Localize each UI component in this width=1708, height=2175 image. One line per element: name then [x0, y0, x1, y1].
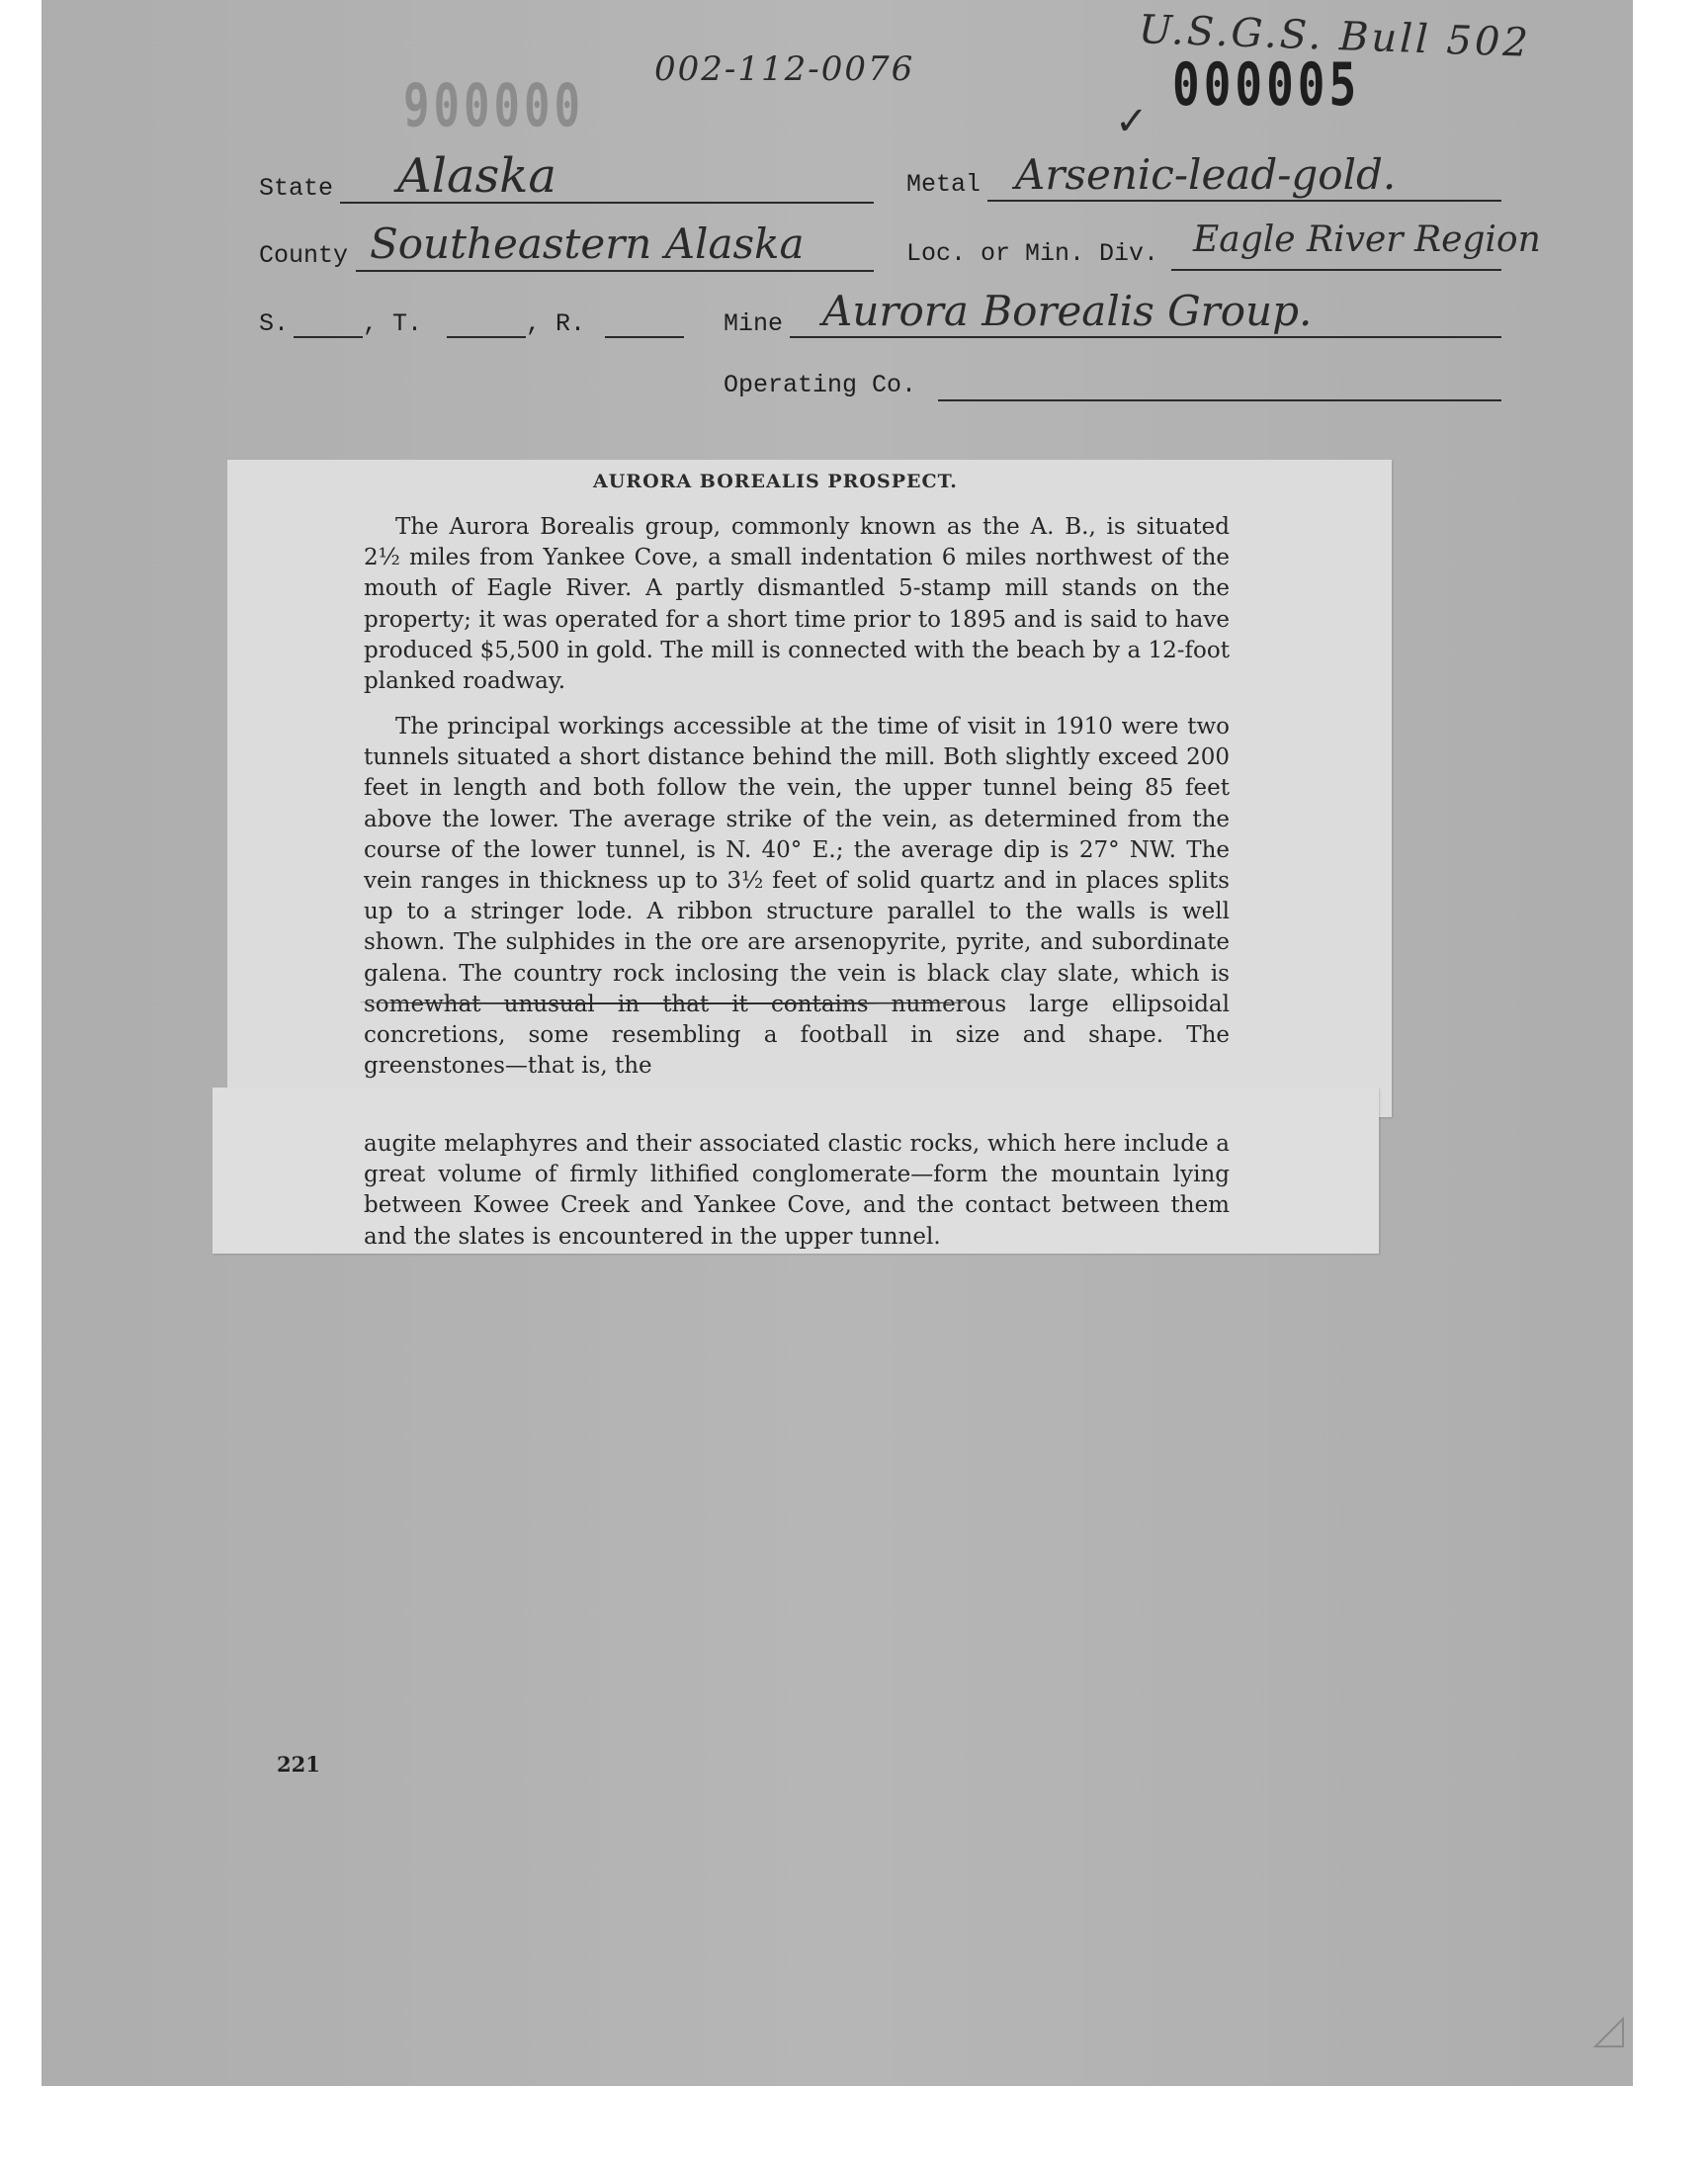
check-mark-icon: ✓ [1115, 99, 1149, 144]
section-line [294, 336, 363, 338]
mine-label: Mine [724, 309, 784, 338]
state-value: Alaska [397, 148, 556, 204]
metal-label: Metal [906, 170, 982, 199]
location-line [1171, 269, 1501, 271]
mine-value: Aurora Borealis Group. [822, 287, 1313, 335]
file-number: 002-112-0076 [654, 49, 915, 89]
faint-stamp-number: 000006 [399, 68, 580, 136]
operating-company-label: Operating Co. [724, 371, 917, 399]
metal-line [987, 200, 1501, 202]
county-label: County [259, 241, 349, 270]
stamp-number: 000005 [1172, 48, 1361, 120]
location-label: Loc. or Min. Div. [906, 239, 1159, 268]
page-curl-icon [1591, 2015, 1627, 2058]
range-line [605, 336, 684, 338]
clipping-heading: AURORA BOREALIS PROSPECT. [593, 471, 958, 492]
township-label: , T. [363, 309, 423, 338]
paragraph-1: The Aurora Borealis group, commonly known as the A. B., is situated 2½ miles from Yankee Cove, a small indentation 6 miles northwest of the mouth of Eagle River. A partly dismantled 5-stamp mill stands on the property; it was operated for a short time prior to 1895 and is said to have produced $5,500 in gold. The mill is connected with the beach by a 12-foot planked roadway. [364, 514, 1230, 695]
paragraph-3: augite melaphyres and their associated clastic rocks, which here include a great volume of firmly lithified conglomerate—form the mountain lying between Kowee Creek and Yankee Cove, and the contact between them and the slates is encountered in the upper tunnel. [364, 1131, 1230, 1250]
bulletin-reference: U.S.G.S. Bull 502 [1138, 7, 1532, 66]
mine-line [790, 336, 1501, 338]
metal-value: Arsenic-lead-gold. [1015, 150, 1397, 199]
paragraph-2: The principal workings accessible at the time of visit in 1910 were two tunnels situated a short distance behind the mill. Both slightly exceed 200 feet in length and both follow the vein, the upper tunnel being 85 feet above the lower. The average strike of the vein, as determined from the course of the lower tunnel, is N. 40° E.; the average dip is 27° NW. The vein ranges in thickness up to 3½ feet of solid quartz and in places splits up to a stringer lode. A ribbon structure parallel to the walls is well shown. The sulphides in the ore are arsenopyrite, pyrite, and subordinate galena. The country rock inclosing the vein is black clay slate, which is somewhat unusual in that it contains numerous large ellipsoidal concretions, some resembling a football in size and shape. The greenstones—that is, the [364, 714, 1230, 1080]
operating-company-line [938, 399, 1501, 401]
range-label: , R. [526, 309, 586, 338]
county-value: Southeastern Alaska [370, 219, 805, 268]
location-value: Eagle River Region [1193, 219, 1541, 260]
township-line [447, 336, 526, 338]
county-line [356, 270, 874, 272]
page-number: 221 [277, 1752, 320, 1777]
section-label: S. [259, 309, 290, 338]
state-label: State [259, 174, 334, 203]
handwritten-underline [360, 999, 978, 1004]
